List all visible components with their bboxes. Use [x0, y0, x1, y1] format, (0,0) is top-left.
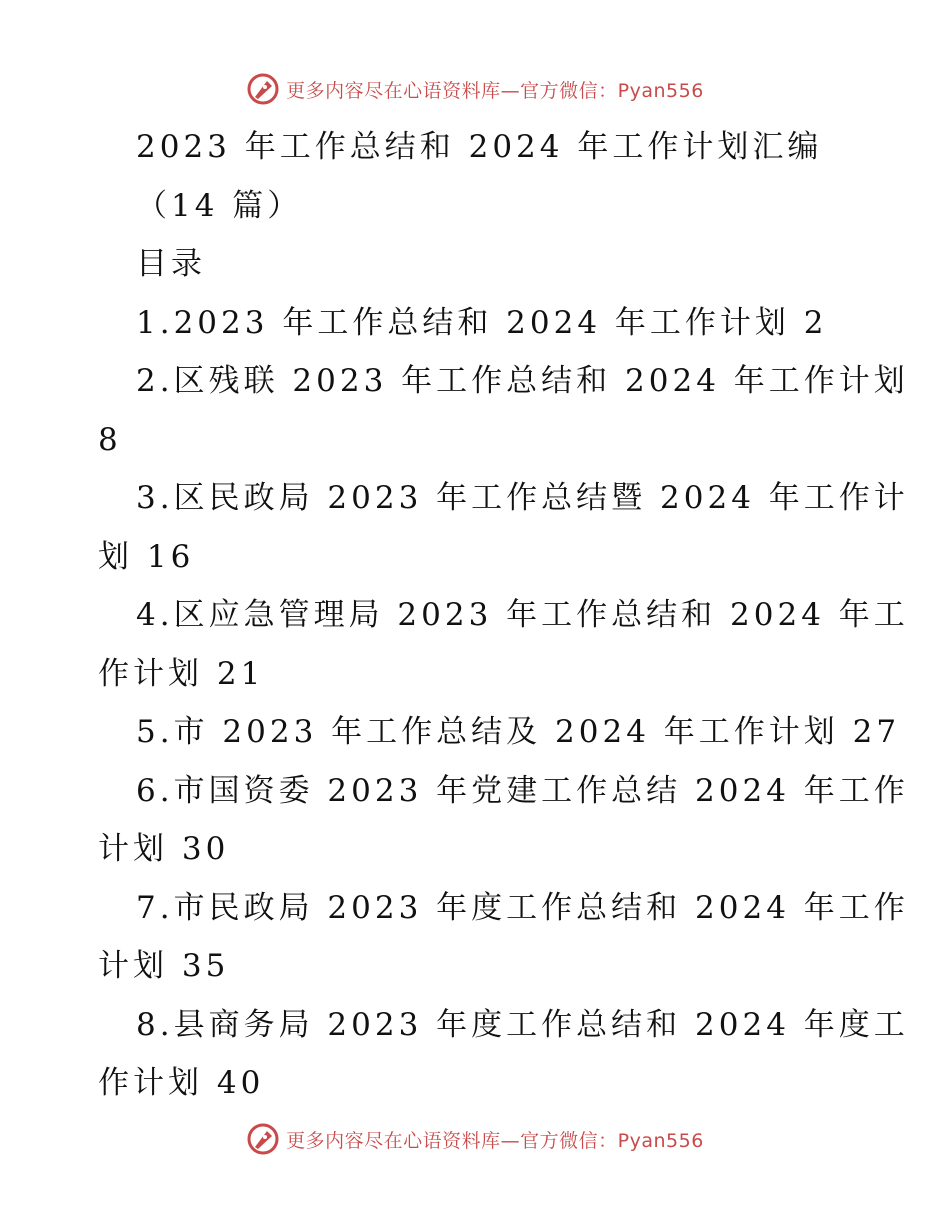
pen-nib-logo-icon [246, 72, 280, 106]
watermark-text: 更多内容尽在心语资料库—官方微信：Pyan556 [286, 79, 704, 102]
toc-entry-3-continued: 划 16 [98, 538, 195, 575]
toc-entry-6: 6.市国资委 2023 年党建工作总结 2024 年工作 [136, 772, 909, 809]
toc-entry-4: 4.区应急管理局 2023 年工作总结和 2024 年工 [136, 597, 909, 633]
document-title: 2023 年工作总结和 2024 年工作计划汇编 [136, 129, 823, 165]
document-body [98, 118, 909, 1113]
toc-entry-2-continued: 8 [98, 421, 122, 458]
toc-entry-8: 8.县商务局 2023 年度工作总结和 2024 年度工 [136, 1006, 909, 1043]
toc-entry-3: 3.区民政局 2023 年工作总结暨 2024 年工作计 [136, 480, 909, 516]
toc-entry-8-continued: 作计划 40 [98, 1065, 265, 1101]
toc-entry-4-continued: 作计划 21 [98, 655, 265, 692]
toc-entry-5: 5.市 2023 年工作总结及 2024 年工作计划 27 [136, 714, 901, 750]
pen-nib-logo-icon [246, 1122, 280, 1156]
toc-entry-2: 2.区残联 2023 年工作总结和 2024 年工作计划 [136, 363, 909, 399]
toc-entry-7: 7.市民政局 2023 年度工作总结和 2024 年工作 [136, 889, 909, 926]
toc-entry-7-continued: 计划 35 [98, 948, 230, 984]
footer-watermark [0, 1122, 950, 1156]
watermark-text: 更多内容尽在心语资料库—官方微信：Pyan556 [286, 1129, 704, 1152]
header-watermark [0, 72, 950, 106]
toc-heading: 目录 [136, 246, 206, 282]
toc-entry-6-continued: 计划 30 [98, 831, 230, 867]
document-subtitle: （14 篇） [136, 187, 303, 224]
toc-entry-1: 1.2023 年工作总结和 2024 年工作计划 2 [136, 304, 828, 341]
